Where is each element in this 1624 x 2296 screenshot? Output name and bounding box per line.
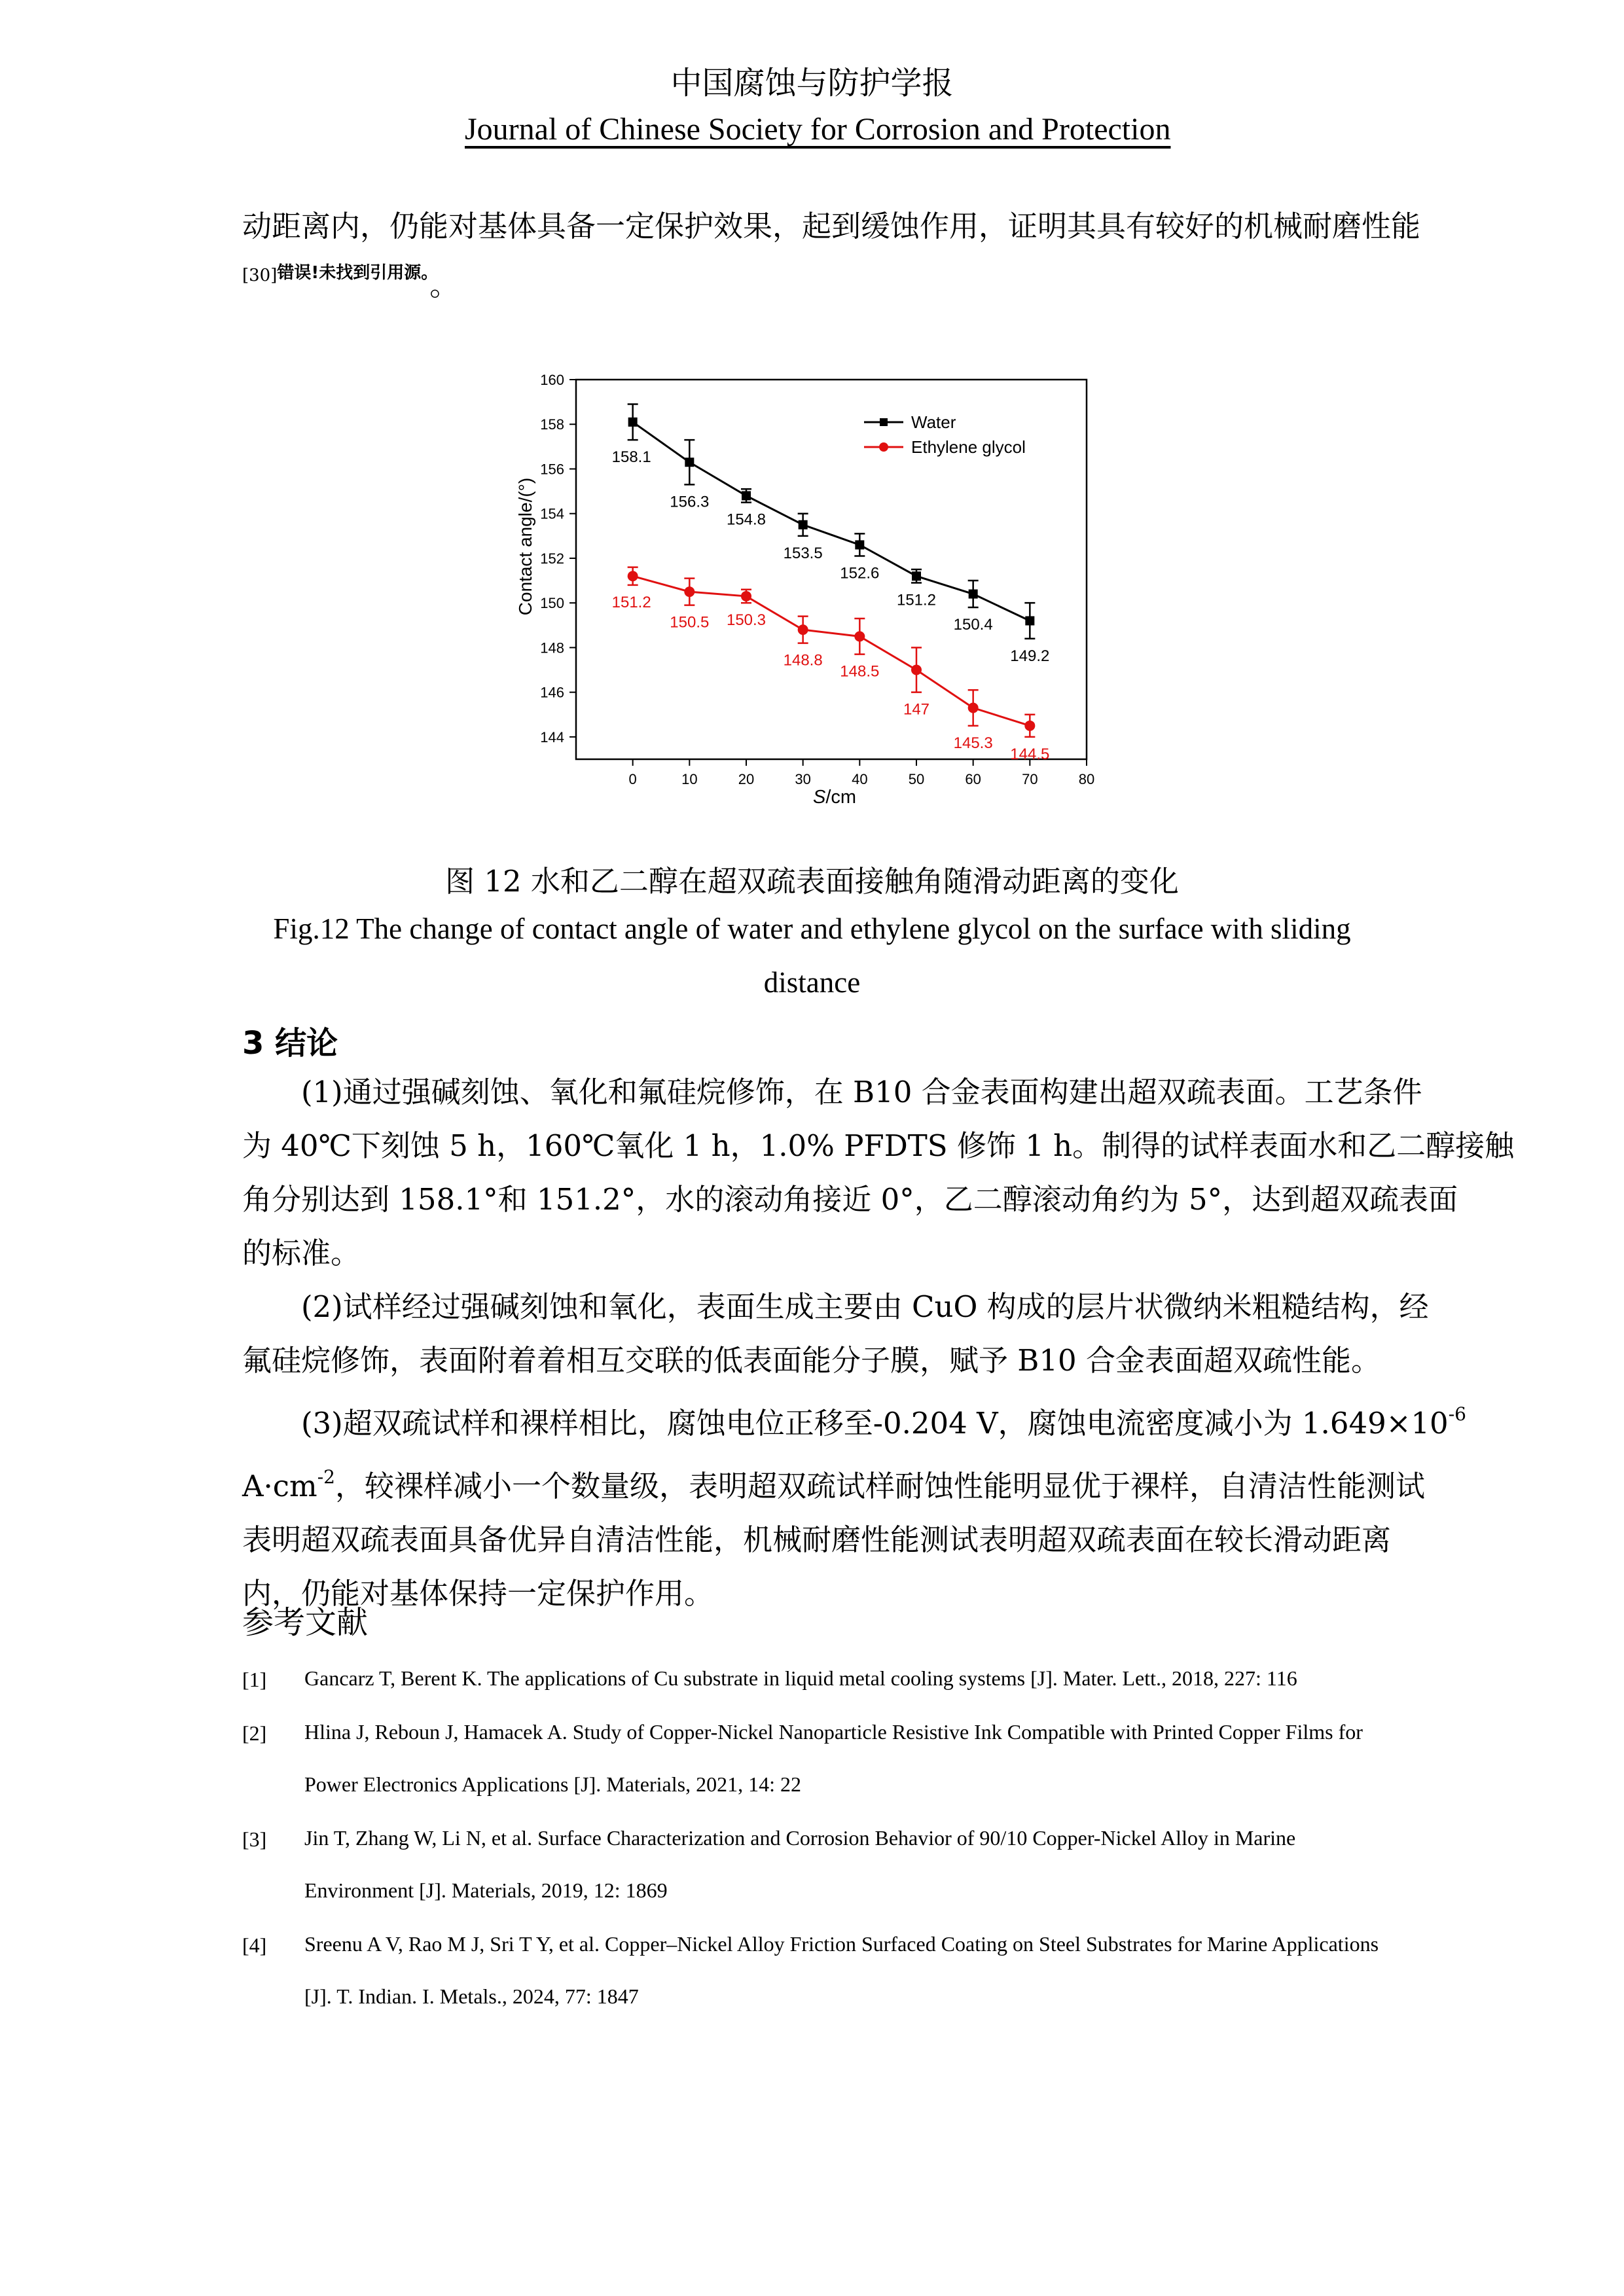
p1-line-4: 的标准。 — [242, 1236, 361, 1270]
data-point — [855, 540, 864, 549]
data-point — [798, 624, 808, 635]
y-tick-label: 146 — [540, 684, 564, 701]
reference-number: [2] — [242, 1721, 267, 1745]
references-title: 参考文献 — [242, 1604, 369, 1641]
data-label: 152.6 — [840, 564, 880, 583]
p3-line-2 — [242, 1450, 1425, 1513]
data-point — [684, 586, 695, 597]
legend-marker — [879, 442, 888, 452]
data-point — [1024, 721, 1035, 731]
intro-paragraph — [242, 200, 1421, 305]
p2-line-2: 氟硅烷修饰，表面附着着相互交联的低表面能分子膜，赋予 B10 合金表面超双疏性能。 — [242, 1343, 1380, 1378]
conclusions — [242, 1066, 1515, 1621]
legend-label: Water — [911, 412, 956, 432]
reference-text: Hlina J, Reboun J, Hamacek A. Study of Copper-Nickel Nanoparticle Resistive Ink Compatible with Printed Copper Films for Power Electronics Applications [J]. Materials, 2021, 14: 22 — [304, 1720, 1363, 1796]
figure-caption-en-2: distance — [763, 966, 861, 999]
p3-line-1 — [242, 1388, 1466, 1450]
p1-line-2: 为 40℃下刻蚀 5 h，160℃氧化 1 h，1.0% PFDTS 修饰 1 h。制得的试样表面水和乙二醇接触 — [242, 1128, 1515, 1163]
intro-line-1: 动距离内，仍能对基体具备一定保护效果，起到缓蚀作用，证明其具有较好的机械耐磨性能 — [242, 209, 1421, 243]
journal-title-en: Journal of Chinese Society for Corrosion and Protection — [465, 112, 1171, 147]
data-label: 150.5 — [670, 613, 710, 632]
data-point — [854, 631, 865, 641]
data-label: 149.2 — [1010, 647, 1050, 665]
legend-label: Ethylene glycol — [911, 437, 1026, 457]
legend-marker — [880, 418, 888, 426]
p3-exp-1: -6 — [1448, 1403, 1466, 1425]
data-label: 150.3 — [726, 611, 767, 630]
data-point — [741, 591, 751, 601]
data-label: 156.3 — [670, 493, 710, 511]
x-tick-label: 10 — [681, 771, 698, 787]
figure-caption-en-1: Fig.12 The change of contact angle of water and ethylene glycol on the surface with sliding — [273, 912, 1351, 945]
p3-line-1-text: (3)超双疏试样和裸样相比，腐蚀电位正移至-0.204 V，腐蚀电流密度减小为 1.649×10 — [301, 1406, 1449, 1441]
reference-number: [1] — [242, 1668, 267, 1691]
reference-number: [4] — [242, 1933, 267, 1957]
data-point — [969, 590, 978, 599]
p1-line-3: 角分别达到 158.1°和 151.2°，水的滚动角接近 0°，乙二醇滚动角约为 5°，达到超双疏表面 — [242, 1182, 1458, 1217]
y-tick-label: 156 — [540, 461, 564, 478]
y-tick-label: 152 — [540, 550, 564, 567]
citation-error: 错误!未找到引用源。 — [277, 263, 430, 283]
p2-line-1: (2)试样经过强碱刻蚀和氧化，表面生成主要由 CuO 构成的层片状微纳米粗糙结构，经 — [301, 1289, 1429, 1324]
data-label: 147 — [903, 700, 930, 719]
data-point — [968, 703, 979, 713]
section-title: 3 结论 — [242, 1025, 338, 1062]
data-label: 153.5 — [783, 544, 823, 562]
x-tick-label: 20 — [738, 771, 755, 787]
p3-line-3: 表明超双疏表面具备优异自清洁性能，机械耐磨性能测试表明超双疏表面在较长滑动距离 — [242, 1522, 1392, 1557]
x-tick-label: 60 — [965, 771, 981, 787]
series-1 — [611, 564, 1050, 763]
y-tick-label: 160 — [540, 372, 564, 388]
citation: [30] — [242, 266, 278, 285]
p3-line-4: 内，仍能对基体保持一定保护作用。 — [242, 1576, 714, 1611]
data-label: 151.2 — [896, 591, 937, 609]
figure-caption-cn: 图 12 水和乙二醇在超双疏表面接触角随滑动距离的变化 — [445, 864, 1179, 899]
x-tick-label: 80 — [1078, 771, 1095, 787]
data-point — [911, 665, 922, 675]
data-point — [1025, 616, 1034, 625]
reference-text: Gancarz T, Berent K. The applications of Cu substrate in liquid metal cooling systems [J]. Mater. Lett., 2018, 227: 116 — [304, 1666, 1297, 1690]
y-tick-label: 148 — [540, 639, 564, 656]
data-point — [628, 571, 638, 581]
y-tick-label: 144 — [540, 728, 564, 745]
reference-text: Jin T, Zhang W, Li N, et al. Surface Characterization and Corrosion Behavior of 90/10 Copper-Nickel Alloy in Marine Environment [J]. Materials, 2019, 12: 1869 — [304, 1826, 1296, 1902]
intro-end: 。 — [429, 268, 460, 302]
data-point — [912, 571, 921, 581]
x-tick-label: 70 — [1022, 771, 1038, 787]
data-label: 144.5 — [1010, 745, 1050, 763]
data-point — [628, 418, 638, 427]
journal-title-cn: 中国腐蚀与防护学报 — [670, 65, 954, 101]
reference-number: [3] — [242, 1827, 267, 1851]
x-tick-label: 0 — [628, 771, 637, 787]
p3-line-2-text: ，较裸样减小一个数量级，表明超双疏试样耐蚀性能明显优于裸样，自清洁性能测试 — [334, 1469, 1425, 1503]
x-axis-label-unit: /cm — [825, 787, 857, 808]
data-label: 148.5 — [840, 662, 880, 681]
data-point — [685, 457, 694, 467]
x-tick-label: 30 — [795, 771, 811, 787]
contact-angle-chart — [511, 360, 1113, 818]
x-tick-label: 40 — [852, 771, 868, 787]
p3-exp-2: -2 — [317, 1466, 335, 1488]
data-point — [742, 491, 751, 500]
y-axis-label: Contact angle/(°) — [515, 477, 535, 616]
x-axis-label — [813, 787, 856, 808]
p3-unit: A·cm — [242, 1469, 317, 1503]
y-tick-label: 158 — [540, 416, 564, 433]
x-tick-label: 50 — [908, 771, 925, 787]
y-tick-label: 150 — [540, 595, 564, 612]
x-axis-label-var: S — [812, 787, 826, 808]
data-label: 151.2 — [611, 593, 651, 611]
data-label: 154.8 — [726, 511, 767, 529]
data-point — [799, 520, 808, 529]
p1-line-1: (1)通过强碱刻蚀、氧化和氟硅烷修饰，在 B10 合金表面构建出超双疏表面。工艺条件 — [301, 1075, 1422, 1109]
data-label: 145.3 — [953, 734, 993, 752]
y-tick-label: 154 — [540, 505, 564, 522]
data-label: 158.1 — [611, 448, 651, 467]
data-label: 148.8 — [783, 651, 823, 670]
data-label: 150.4 — [953, 616, 993, 634]
reference-text: Sreenu A V, Rao M J, Sri T Y, et al. Copper–Nickel Alloy Friction Surfaced Coating on Steel Substrates for Marine Applications [J]. T. Indian. I. Metals., 2024, 77: 1847 — [304, 1932, 1379, 2008]
intro-line-2 — [242, 253, 1384, 305]
